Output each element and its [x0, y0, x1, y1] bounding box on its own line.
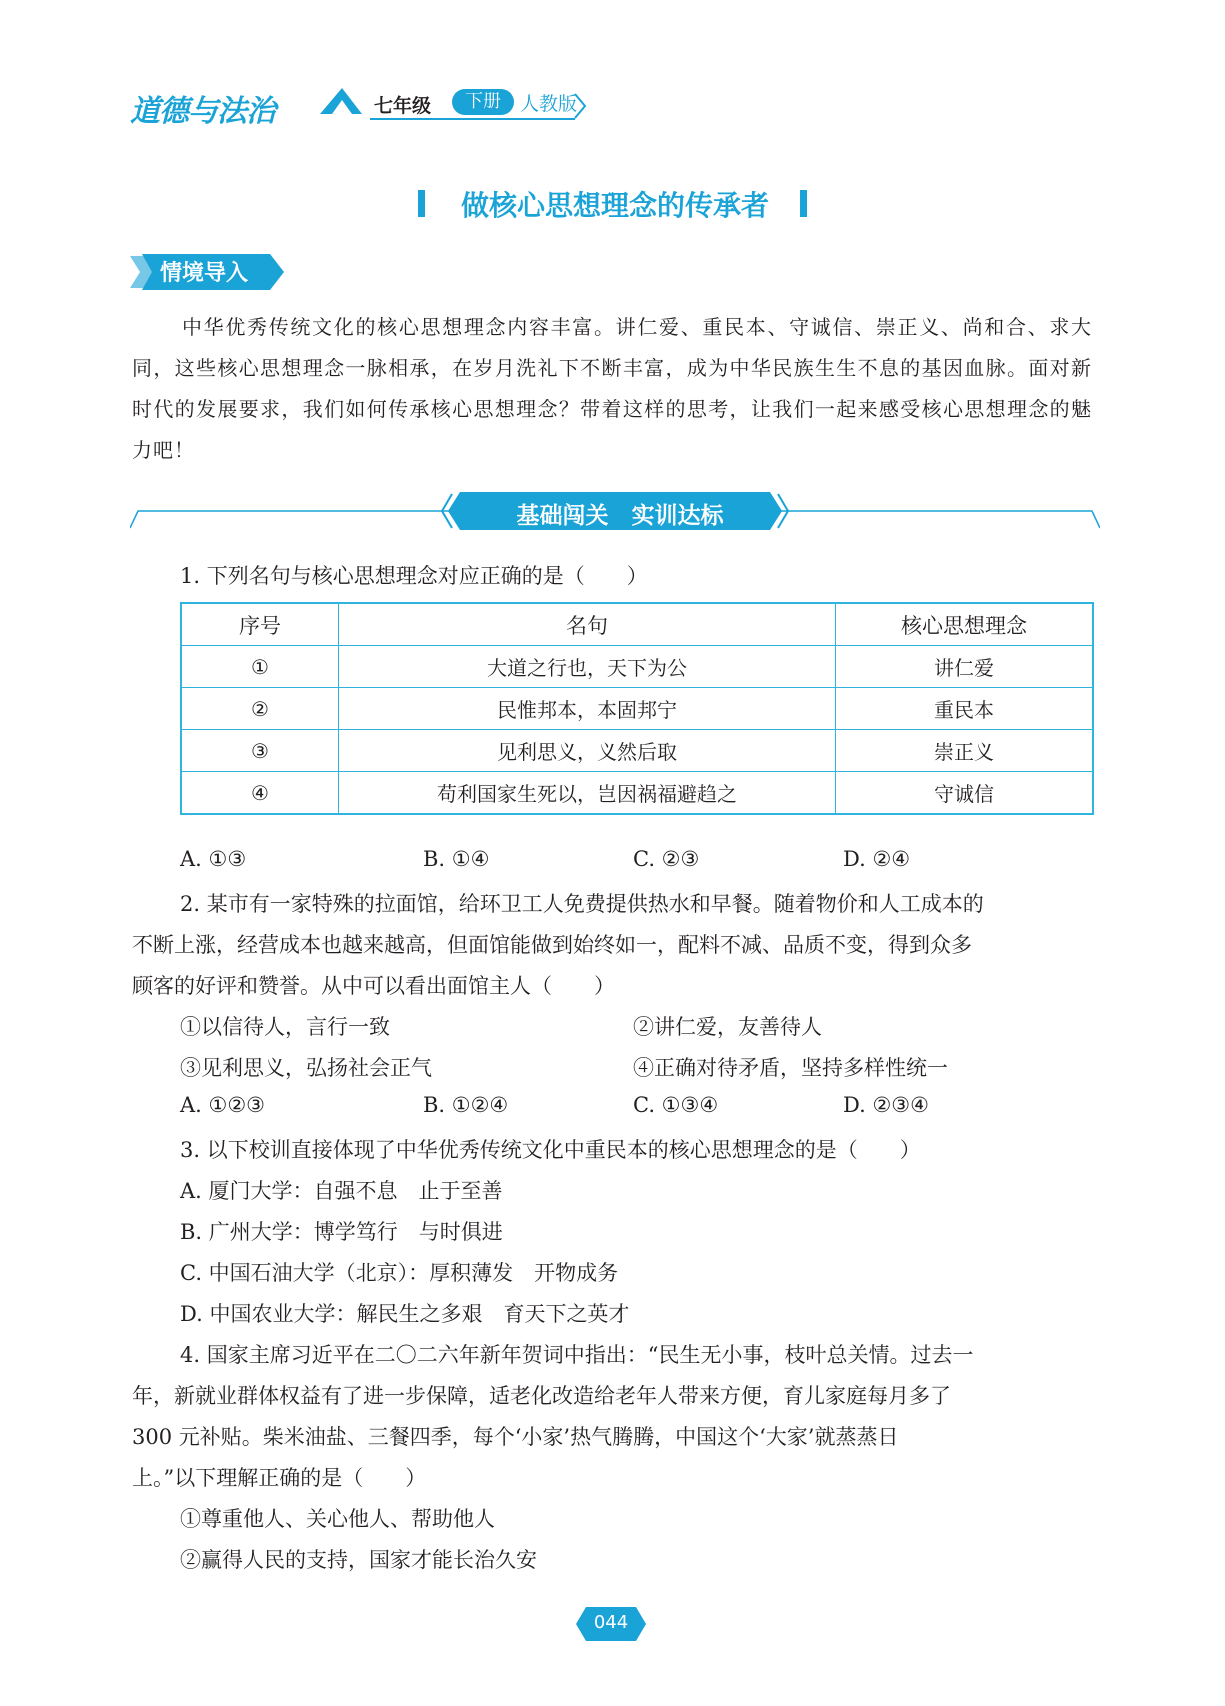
- title-left-bar: [418, 190, 425, 217]
- table-cell: 讲仁爱: [836, 646, 1094, 688]
- table-cell: 民惟邦本，本固邦宁: [339, 688, 836, 730]
- q4-stem-line: 年，新就业群体权益有了进一步保障，适老化改造给老年人带来方便，育儿家庭每月多了: [132, 1384, 951, 1408]
- table-cell: ③: [181, 730, 339, 772]
- q2-stem-line: 顾客的好评和赞誉。从中可以看出面馆主人（ ）: [132, 974, 615, 998]
- table-cell: 守诚信: [836, 772, 1094, 815]
- page-title: 做核心思想理念的传承者: [460, 189, 769, 222]
- q3-stem: 3. 以下校训直接体现了中华优秀传统文化中重民本的核心思想理念的是（ ）: [180, 1138, 921, 1162]
- table-cell: 苟利国家生死以，岂因祸福避趋之: [339, 772, 836, 815]
- brand-book-icon: [318, 84, 364, 118]
- q4-item: ①尊重他人、关心他人、帮助他人: [180, 1507, 495, 1531]
- section-practice-label: 基础闯关 实训达标: [516, 503, 724, 529]
- q2-option-d: D. ②③④: [843, 1093, 929, 1117]
- q3-option-a: A. 厦门大学：自强不息 止于至善: [180, 1179, 503, 1203]
- section-intro-label: 情境导入: [160, 261, 249, 286]
- table-header-cell: 序号: [181, 603, 339, 646]
- table-cell: ④: [181, 772, 339, 815]
- q3-option-b: B. 广州大学：博学笃行 与时俱进: [180, 1220, 503, 1244]
- q1-option-d: D. ②④: [843, 847, 911, 871]
- table-header-cell: 核心思想理念: [836, 603, 1094, 646]
- q2-stem-line: 不断上涨，经营成本也越来越高，但面馆能做到始终如一，配料不减、品质不变，得到众多: [132, 933, 972, 957]
- q4-stem-line: 上。”以下理解正确的是（ ）: [132, 1466, 427, 1490]
- q2-stem-line: 2. 某市有一家特殊的拉面馆，给环卫工人免费提供热水和早餐。随着物价和人工成本的: [180, 892, 984, 916]
- table-row: [181, 688, 1093, 730]
- volume-badge: 下册: [452, 89, 514, 115]
- q1-stem: 1. 下列名句与核心思想理念对应正确的是（ ）: [180, 564, 648, 588]
- q3-option-c: C. 中国石油大学（北京）：厚积薄发 开物成务: [180, 1261, 619, 1285]
- table-header-row: [181, 603, 1093, 646]
- edition-label: 人教版: [520, 93, 578, 115]
- q2-option-c: C. ①③④: [633, 1093, 719, 1117]
- q1-table: [180, 602, 1094, 815]
- table-cell: 重民本: [836, 688, 1094, 730]
- q1-option-a: A. ①③: [180, 847, 247, 871]
- q4-item: ②赢得人民的支持，国家才能长治久安: [180, 1548, 537, 1572]
- q3-option-d: D. 中国农业大学：解民生之多艰 育天下之英才: [180, 1302, 630, 1326]
- q2-item: ④正确对待矛盾，坚持多样性统一: [633, 1056, 948, 1080]
- q1-option-b: B. ①④: [423, 847, 490, 871]
- table-cell: 大道之行也，天下为公: [339, 646, 836, 688]
- table-row: [181, 730, 1093, 772]
- table-cell: ①: [181, 646, 339, 688]
- q2-item: ③见利思义，弘扬社会正气: [180, 1056, 432, 1080]
- q1-option-c: C. ②③: [633, 847, 700, 871]
- table-row: [181, 772, 1093, 815]
- q4-stem-line: 4. 国家主席习近平在二〇二六年新年贺词中指出：“民生无小事，枝叶总关情。过去一: [180, 1343, 974, 1367]
- intro-paragraph: 中华优秀传统文化的核心思想理念内容丰富。讲仁爱、重民本、守诚信、崇正义、尚和合、求大同，这些核心思想理念一脉相承，在岁月洗礼下不断丰富，成为中华民族生生不息的基因血脉。面对新时代的发展要求，我们如何传承核心思想理念？带着这样的思考，让我们一起来感受核心思想理念的魅力吧！: [132, 315, 1092, 462]
- chevron-right-icon: [573, 92, 587, 120]
- q4-stem-line: 300 元补贴。柴米油盐、三餐四季，每个‘小家’热气腾腾，中国这个‘大家’就蒸蒸日: [132, 1425, 899, 1449]
- table-cell: ②: [181, 688, 339, 730]
- q2-item: ①以信待人，言行一致: [180, 1015, 390, 1039]
- q2-item: ②讲仁爱，友善待人: [633, 1015, 822, 1039]
- table-cell: 见利思义，义然后取: [339, 730, 836, 772]
- q2-option-a: A. ①②③: [180, 1093, 265, 1117]
- page-number: 044: [593, 1612, 629, 1633]
- table-cell: 崇正义: [836, 730, 1094, 772]
- table-row: [181, 646, 1093, 688]
- q2-option-b: B. ①②④: [423, 1093, 509, 1117]
- series-brand-title: 道德与法治: [130, 94, 275, 129]
- table-header-cell: 名句: [339, 603, 836, 646]
- title-right-bar: [800, 190, 807, 217]
- header-underline: [370, 118, 575, 120]
- grade-label: 七年级: [374, 95, 432, 117]
